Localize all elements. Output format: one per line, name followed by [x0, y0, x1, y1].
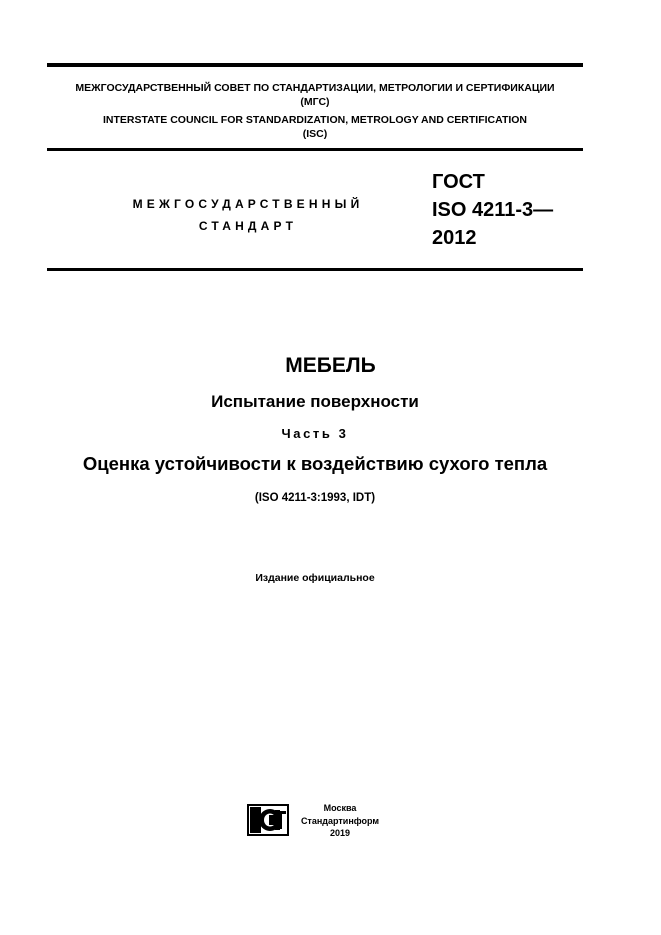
header-rule	[47, 148, 583, 151]
part-number: Часть 3	[281, 426, 349, 441]
publisher-year: 2019	[329, 828, 351, 838]
designation-line1: ГОСТ	[432, 171, 485, 193]
standard-type	[120, 193, 376, 237]
document-subtitle: Испытание поверхности	[211, 392, 419, 411]
publisher-city: Москва	[323, 803, 357, 813]
iso-reference: (ISO 4211-3:1993, IDT)	[254, 492, 376, 504]
council-en-line1: INTERSTATE COUNCIL FOR STANDARDIZATION, METROLOGY AND CERTIFICATION	[102, 114, 528, 126]
publisher-name: Стандартинформ	[300, 815, 380, 826]
edition-label: Издание официальное	[255, 572, 375, 584]
standard-type-line1: МЕЖГОСУДАРСТВЕННЫЙ	[132, 197, 364, 211]
standartinform-logo-icon	[247, 804, 289, 836]
council-name-ru	[47, 81, 583, 109]
council-en-abbrev: (ISC)	[302, 128, 328, 140]
document-title: МЕБЕЛЬ	[285, 354, 376, 377]
top-rule	[47, 63, 583, 67]
council-ru-line1: МЕЖГОСУДАРСТВЕННЫЙ СОВЕТ ПО СТАНДАРТИЗАЦИИ, МЕТРОЛОГИИ И СЕРТИФИКАЦИИ	[75, 82, 555, 94]
standard-designation	[432, 168, 602, 252]
council-name-en	[47, 113, 583, 141]
part-title: Оценка устойчивости к воздействию сухого тепла	[82, 453, 548, 474]
designation-line2: ISO 4211-3—	[432, 199, 554, 221]
designation-rule	[47, 268, 583, 271]
publisher-info	[290, 802, 390, 840]
standard-type-line2: СТАНДАРТ	[198, 219, 298, 233]
council-ru-abbrev: (МГС)	[300, 96, 330, 108]
designation-line3: 2012	[432, 227, 477, 249]
